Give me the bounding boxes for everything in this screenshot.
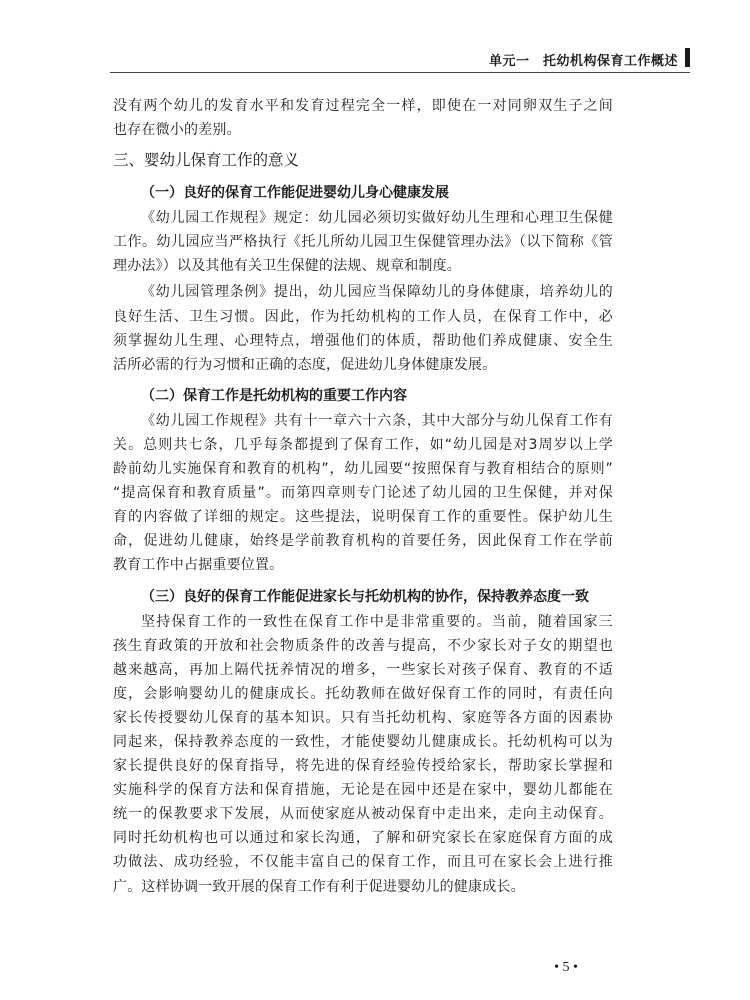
header-title: 单元一 托幼机构保育工作概述 xyxy=(488,54,678,69)
body-line: 命，促进幼儿健康，始终是学前教育机构的首要任务，因此保育工作在学前 xyxy=(113,533,613,550)
section-heading: 三、婴幼儿保育工作的意义 xyxy=(113,151,300,170)
body-line: 关。总则共七条，几乎每条都提到了保育工作，如“幼儿园是对3周岁以上学 xyxy=(113,436,613,453)
body-line: 功做法、成功经验，不仅能丰富自己的保育工作，而且可在家长会上进行推 xyxy=(113,854,613,871)
page-number: • 5 • xyxy=(554,960,578,975)
body-line: 家长提供良好的保育指导，将先进的保育经验传授给家长，帮助家长掌握和 xyxy=(113,758,613,775)
body-line: 同时托幼机构也可以通过和家长沟通，了解和研究家长在家庭保育方面的成 xyxy=(113,830,613,847)
body-line: 《幼儿园工作规程》共有十一章六十六条，其中大部分与幼儿保育工作有 xyxy=(141,412,613,429)
body-line: 孩生育政策的开放和社会物质条件的改善与提高，不少家长对子女的期望也 xyxy=(113,637,613,654)
body-line: 龄前幼儿实施保育和教育的机构”，幼儿园要“按照保育与教育相结合的原则” xyxy=(113,461,613,478)
body-line: 工作。幼儿园应当严格执行《托儿所幼儿园卫生保健管理办法》（以下简称《管 xyxy=(113,234,613,251)
page-body xyxy=(113,94,613,899)
body-line: 《幼儿园工作规程》规定：幼儿园必须切实做好幼儿生理和心理卫生保健 xyxy=(141,210,613,227)
running-header xyxy=(110,36,690,73)
body-line: 广。这样协调一致开展的保育工作有利于促进婴幼儿的健康成长。 xyxy=(113,878,525,895)
body-line: 没有两个幼儿的发育水平和发育过程完全一样，即使在一对同卵双生子之间 xyxy=(113,98,613,114)
subsection-heading: （三）良好的保育工作能促进家长与托幼机构的协作，保持教养态度一致 xyxy=(141,588,589,605)
subsection-heading: （二）保育工作是托幼机构的重要工作内容 xyxy=(141,387,407,404)
body-line: 统一的保教要求下发展，从而使家庭从被动保育中走出来，走向主动保育。 xyxy=(113,806,613,823)
body-line: 理办法》）以及其他有关卫生保健的法规、规章和制度。 xyxy=(113,258,461,275)
body-line: 活所必需的行为习惯和正确的态度，促进幼儿身体健康发展。 xyxy=(113,356,497,373)
body-line: 实施科学的保育方法和保育措施，无论是在园中还是在家中，婴幼儿都能在 xyxy=(113,782,613,799)
body-line: “提高保育和教育质量”。而第四章则专门论述了幼儿园的卫生保健，并对保 xyxy=(113,485,613,502)
body-line: 教育工作中占据重要位置。 xyxy=(113,557,284,574)
body-line: 也存在微小的差别。 xyxy=(113,122,241,139)
body-line: 家长传授婴幼儿保育的基本知识。只有当托幼机构、家庭等各方面的因素协 xyxy=(113,709,613,726)
subsection-heading: （一）良好的保育工作能促进婴幼儿身心健康发展 xyxy=(141,185,449,202)
body-line: 《幼儿园管理条例》提出，幼儿园应当保障幼儿的身体健康，培养幼儿的 xyxy=(141,284,613,301)
body-line: 须掌握幼儿生理、心理特点，增强他们的体质，帮助他们养成健康、安全生 xyxy=(113,332,613,349)
body-line: 良好生活、卫生习惯。因此，作为托幼机构的工作人员，在保育工作中，必 xyxy=(113,308,613,325)
body-line: 度，会影响婴幼儿的健康成长。托幼教师在做好保育工作的同时，有责任向 xyxy=(113,685,613,702)
body-line: 越来越高，再加上隔代抚养情况的增多，一些家长对孩子保育、教育的不适 xyxy=(113,661,613,678)
body-line: 育的内容做了详细的规定。这些提法，说明保育工作的重要性。保护幼儿生 xyxy=(113,509,613,526)
header-bar-mark xyxy=(685,48,690,67)
body-line: 同起来，保持教养态度的一致性，才能使婴幼儿健康成长。托幼机构可以为 xyxy=(113,733,613,750)
body-line: 坚持保育工作的一致性在保育工作中是非常重要的。当前，随着国家三 xyxy=(141,613,613,630)
